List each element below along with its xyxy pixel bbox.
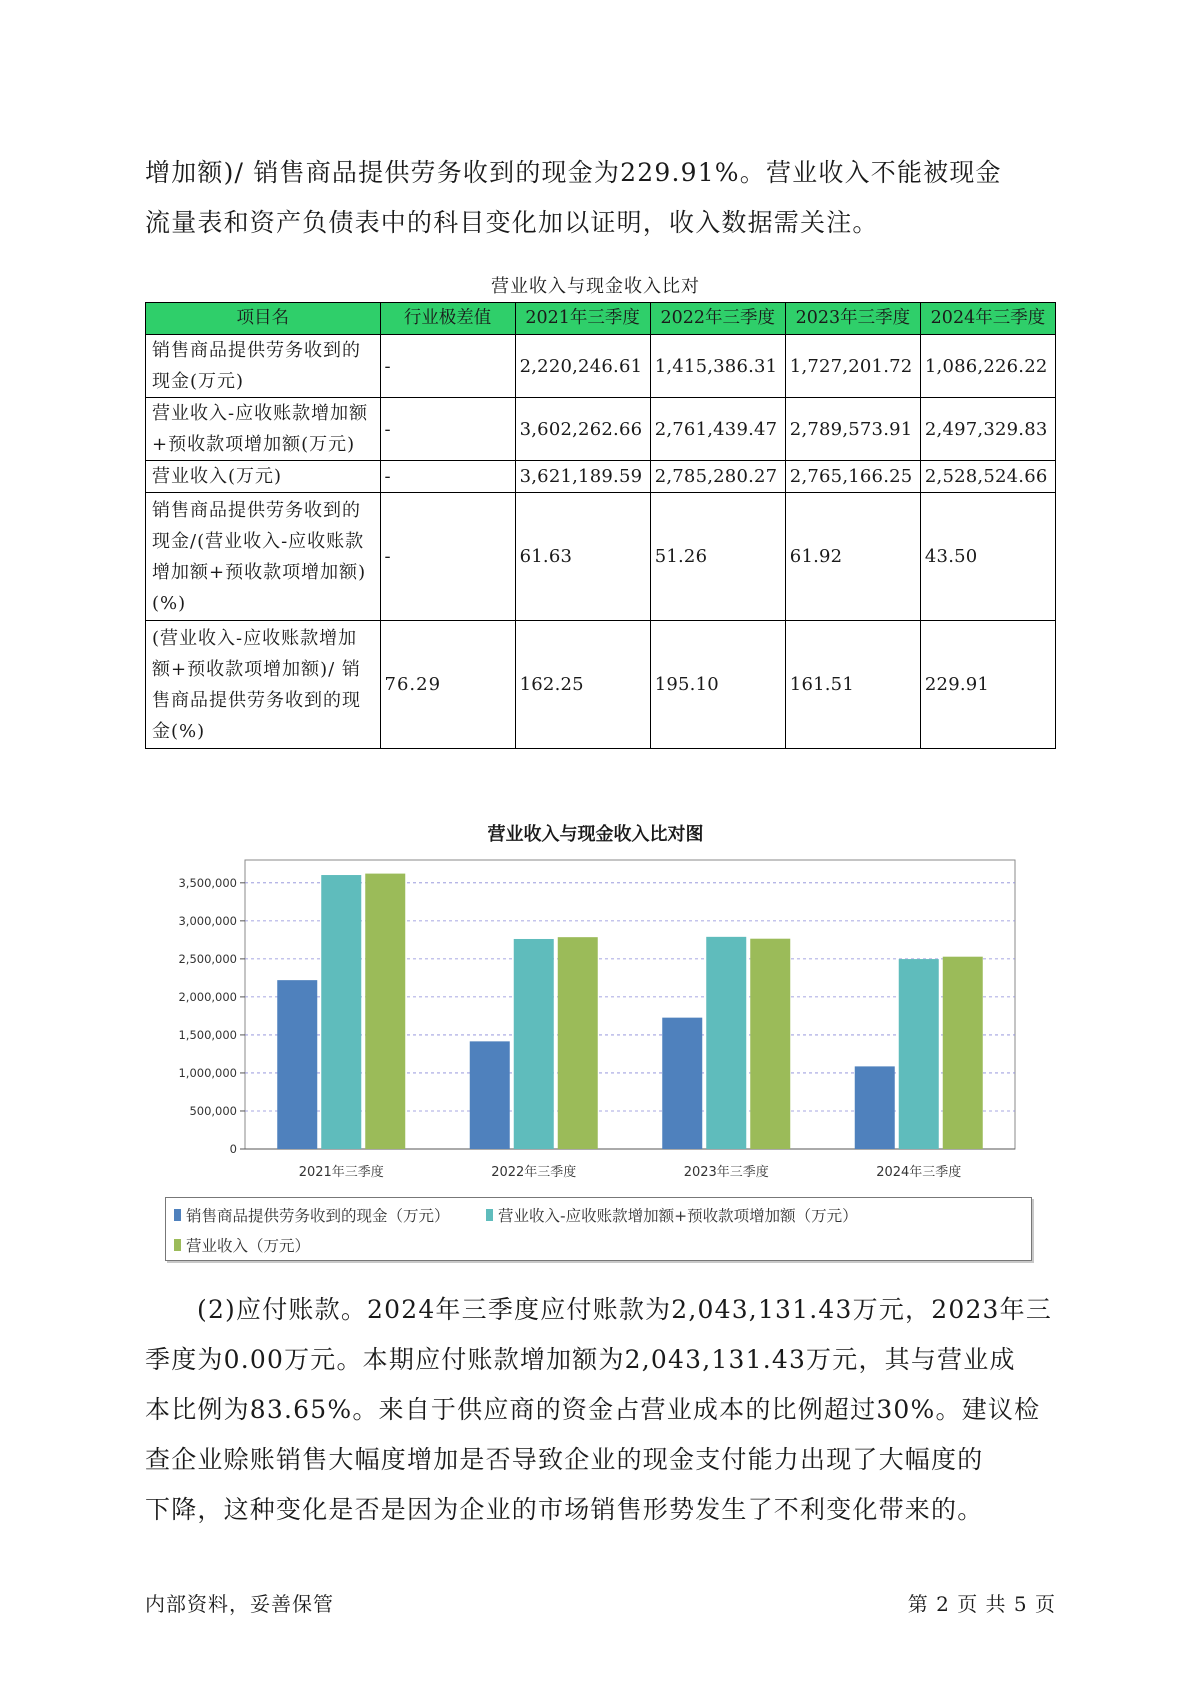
- row-item-name: 营业收入-应收账款增加额+预收款项增加额(万元): [146, 398, 381, 461]
- bar: [855, 1066, 895, 1149]
- value-cell: 2,789,573.91: [785, 398, 920, 461]
- y-tick-label: 500,000: [189, 1103, 237, 1118]
- column-header: 2024年三季度: [920, 303, 1055, 335]
- bar: [943, 957, 983, 1149]
- industry-range-cell: -: [380, 493, 515, 621]
- row-item-name: 营业收入(万元): [146, 461, 381, 493]
- y-tick-label: 1,500,000: [178, 1027, 237, 1042]
- industry-range-cell: -: [380, 398, 515, 461]
- bar: [277, 980, 317, 1149]
- bar-chart: [160, 855, 1030, 1200]
- value-cell: 43.50: [920, 493, 1055, 621]
- y-tick-label: 3,500,000: [178, 875, 237, 890]
- legend-swatch: [174, 1239, 181, 1251]
- value-cell: 195.10: [650, 621, 785, 749]
- table-row: [146, 335, 1056, 398]
- intro-paragraph: [145, 148, 1055, 248]
- x-tick-label: 2022年三季度: [491, 1165, 577, 1180]
- x-tick-label: 2024年三季度: [876, 1165, 962, 1180]
- table-row: [146, 493, 1056, 621]
- y-tick-label: 1,000,000: [178, 1065, 237, 1080]
- y-tick-label: 2,500,000: [178, 951, 237, 966]
- table-header-row: [146, 303, 1056, 335]
- bar: [662, 1018, 702, 1149]
- paragraph-line: (2)应付账款。2024年三季度应付账款为2,043,131.43万元，2023年三: [197, 1295, 1053, 1324]
- value-cell: 3,621,189.59: [515, 461, 650, 493]
- value-cell: 61.92: [785, 493, 920, 621]
- legend-label: 营业收入-应收账款增加额+预收款项增加额（万元）: [498, 1207, 858, 1225]
- bar: [365, 874, 405, 1149]
- paragraph-line: 本比例为83.65%。来自于供应商的资金占营业成本的比例超过30%。建议检: [145, 1395, 1041, 1424]
- value-cell: 2,785,280.27: [650, 461, 785, 493]
- payables-paragraph: [145, 1285, 1055, 1535]
- column-header: 2021年三季度: [515, 303, 650, 335]
- paragraph-line: 查企业赊账销售大幅度增加是否导致企业的现金支付能力出现了大幅度的: [145, 1445, 984, 1474]
- intro-line: 流量表和资产负债表中的科目变化加以证明，收入数据需关注。: [145, 208, 879, 237]
- column-header: 2022年三季度: [650, 303, 785, 335]
- page-number: 第 2 页 共 5 页: [907, 1592, 1056, 1616]
- value-cell: 3,602,262.66: [515, 398, 650, 461]
- column-header: 项目名: [146, 303, 381, 335]
- value-cell: 61.63: [515, 493, 650, 621]
- table-title: 营业收入与现金收入比对: [491, 276, 700, 297]
- x-tick-label: 2021年三季度: [298, 1165, 384, 1180]
- legend-label: 营业收入（万元）: [186, 1237, 311, 1255]
- bar: [514, 939, 554, 1149]
- row-item-name: 销售商品提供劳务收到的现金(万元): [146, 335, 381, 398]
- bar: [558, 937, 598, 1149]
- y-tick-label: 2,000,000: [178, 989, 237, 1004]
- value-cell: 51.26: [650, 493, 785, 621]
- value-cell: 2,761,439.47: [650, 398, 785, 461]
- page-footer: [145, 1588, 1056, 1617]
- bar: [899, 959, 939, 1149]
- value-cell: 1,415,386.31: [650, 335, 785, 398]
- y-tick-label: 0: [229, 1142, 237, 1156]
- value-cell: 162.25: [515, 621, 650, 749]
- value-cell: 2,528,524.66: [920, 461, 1055, 493]
- bar: [321, 875, 361, 1149]
- footer-confidential-note: 内部资料，妥善保管: [145, 1592, 334, 1616]
- row-item-name: 销售商品提供劳务收到的现金/(营业收入-应收账款增加额+预收款项增加额)(%): [146, 493, 381, 621]
- industry-range-cell: -: [380, 461, 515, 493]
- legend-item: [174, 1234, 310, 1256]
- y-tick-label: 3,000,000: [178, 913, 237, 928]
- value-cell: 2,765,166.25: [785, 461, 920, 493]
- value-cell: 229.91: [920, 621, 1055, 749]
- table-row: [146, 621, 1056, 749]
- column-header: 行业极差值: [380, 303, 515, 335]
- value-cell: 161.51: [785, 621, 920, 749]
- bar: [706, 937, 746, 1149]
- value-cell: 2,497,329.83: [920, 398, 1055, 461]
- legend-item: [486, 1204, 858, 1226]
- intro-line: 增加额)/ 销售商品提供劳务收到的现金为229.91%。营业收入不能被现金: [145, 158, 1002, 187]
- bar: [470, 1041, 510, 1149]
- industry-range-cell: -: [380, 335, 515, 398]
- paragraph-line: 下降，这种变化是否是因为企业的市场销售形势发生了不利变化带来的。: [145, 1495, 984, 1524]
- legend-label: 销售商品提供劳务收到的现金（万元）: [186, 1207, 450, 1225]
- chart-legend: [165, 1197, 1032, 1261]
- industry-range-cell: 76.29: [380, 621, 515, 749]
- bar: [750, 939, 790, 1149]
- chart-title: 营业收入与现金收入比对图: [487, 824, 704, 845]
- comparison-table: [145, 302, 1056, 749]
- value-cell: 1,727,201.72: [785, 335, 920, 398]
- row-item-name: (营业收入-应收账款增加额+预收款项增加额)/ 销售商品提供劳务收到的现金(%): [146, 621, 381, 749]
- x-tick-label: 2023年三季度: [683, 1165, 769, 1180]
- table-row: [146, 398, 1056, 461]
- column-header: 2023年三季度: [785, 303, 920, 335]
- paragraph-line: 季度为0.00万元。本期应付账款增加额为2,043,131.43万元，其与营业成: [145, 1345, 1016, 1374]
- legend-swatch: [486, 1209, 493, 1221]
- legend-item: [174, 1204, 450, 1226]
- value-cell: 2,220,246.61: [515, 335, 650, 398]
- table-row: [146, 461, 1056, 493]
- value-cell: 1,086,226.22: [920, 335, 1055, 398]
- legend-swatch: [174, 1209, 181, 1221]
